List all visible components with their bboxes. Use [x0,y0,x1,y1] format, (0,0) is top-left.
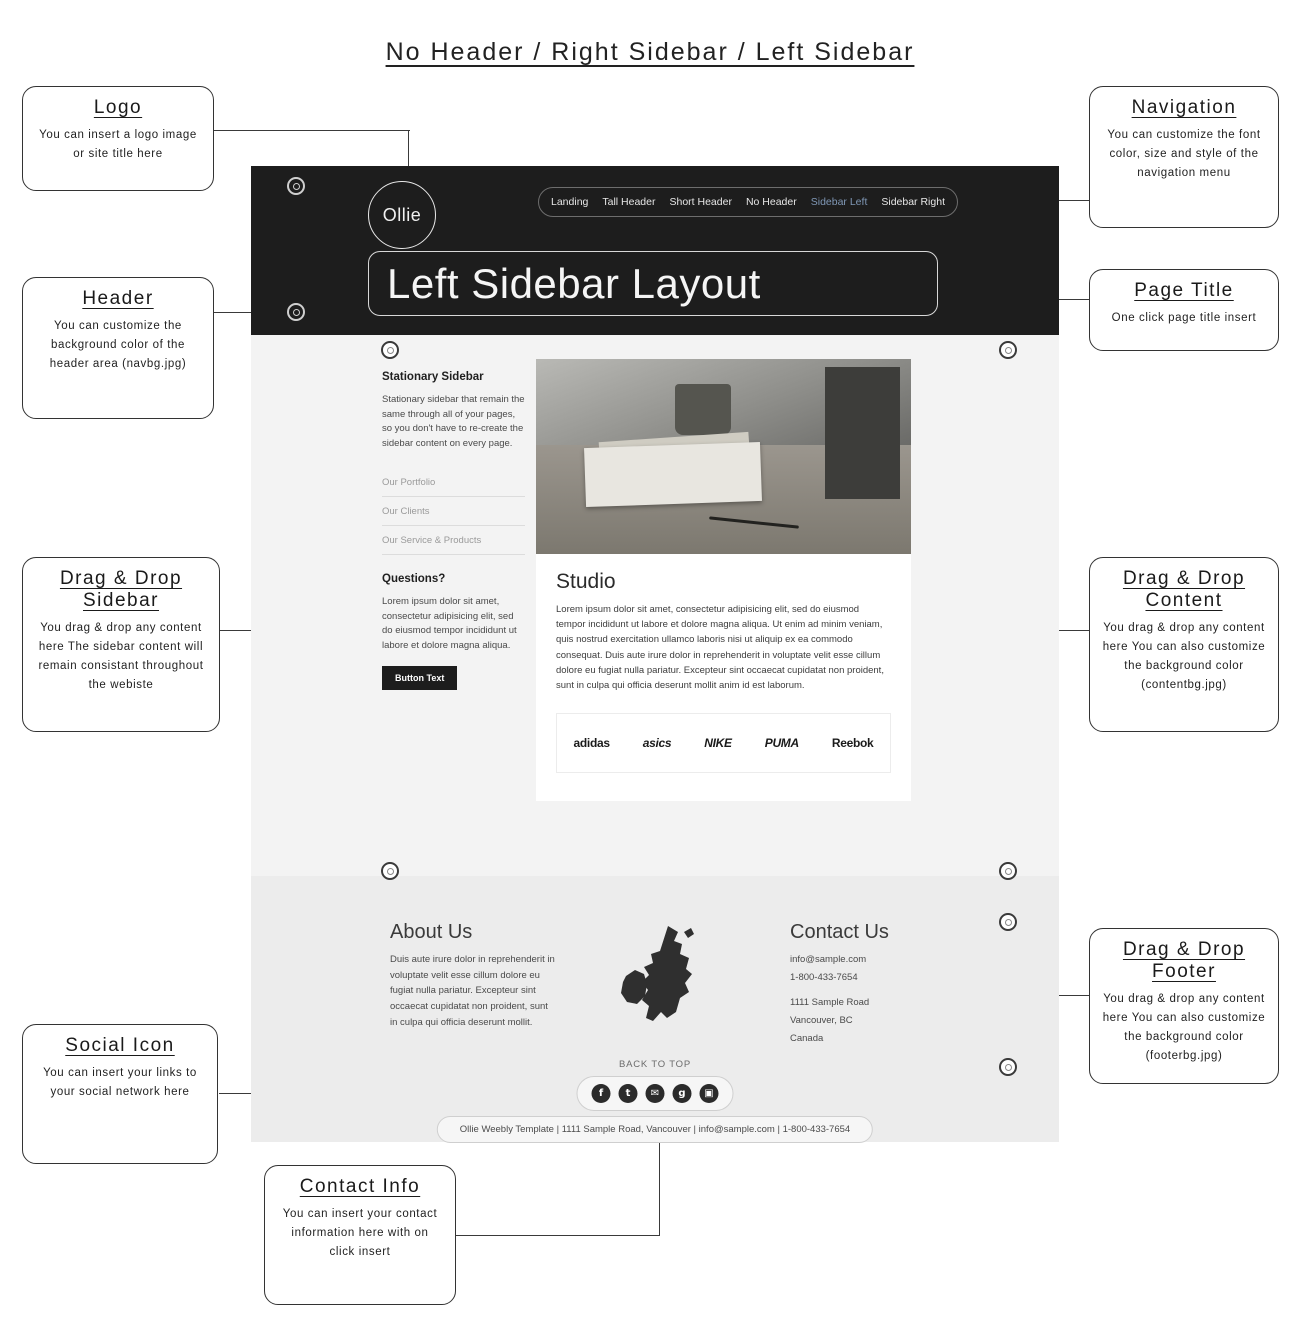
google-plus-icon[interactable]: g [673,1084,692,1103]
sidebar-button[interactable]: Button Text [382,666,457,690]
social-icons-bar [577,1076,734,1111]
brand-logo-puma: PUMA [764,736,799,751]
facebook-icon[interactable]: f [592,1084,611,1103]
grommet-header [287,303,305,321]
callout-footer-body: You drag & drop any content here You can also customize the background color (footerbg.jpg) [1102,993,1266,1062]
nav-item-short-header[interactable]: Short Header [669,196,732,208]
connector-contact-h [455,1235,660,1236]
sidebar-link-services[interactable]: Our Service & Products [382,526,525,555]
email-icon[interactable]: ✉ [646,1084,665,1103]
brand-logo-nike: NIKE [704,736,732,751]
grommet-logo [287,177,305,195]
site-logo[interactable]: Ollie [368,181,436,249]
callout-page-title-title: Page Title [1134,280,1234,301]
callout-contact-info-title: Contact Info [299,1176,421,1197]
sidebar-link-portfolio[interactable]: Our Portfolio [382,468,525,497]
contact-address-line2: Vancouver, BC [790,1015,853,1027]
callout-social-body: You can insert your links to your social network here [43,1067,197,1098]
brand-logo-adidas: adidas [573,736,610,751]
callout-social-title: Social Icon [65,1035,175,1056]
callout-logo-body: You can insert a logo image or site title here [39,129,197,160]
callout-contact-info-body: You can insert your contact information here with on click insert [282,1208,438,1258]
footer-contact-strip: Ollie Weebly Template | 1111 Sample Road, Vancouver | info@sample.com | 1-800-433-7654 [437,1116,873,1143]
grommet-sidebar-bottom [381,862,399,880]
callout-page-title [1089,269,1279,351]
about-us-text: Duis aute irure dolor in reprehenderit in voluptate velit esse cillum dolore eu fugiat nulla pariatur. Excepteur sint occaecat cupidatat non proident, sunt in culpa qui officia deserunt mollit. [390,954,555,1028]
connector-logo-h [214,130,410,131]
contact-email[interactable]: info@sample.com [790,954,867,965]
callout-sidebar [22,557,220,732]
grommet-footer-bottom [999,1058,1017,1076]
nav-item-sidebar-left[interactable]: Sidebar Left [810,196,868,208]
grommet-content-top [999,341,1017,359]
instagram-icon[interactable]: ▣ [700,1084,719,1103]
main-navigation[interactable] [538,187,958,217]
brand-logo-reebok: Reebok [831,736,874,751]
sidebar-questions-text: Lorem ipsum dolor sit amet, consectetur adipisicing elit, sed do eiusmod tempor incididunt ut labore et dolore magna aliqua. [382,595,517,652]
callout-logo-title: Logo [93,97,143,118]
contact-us-heading: Contact Us [790,921,889,943]
sidebar-heading: Stationary Sidebar [382,371,484,383]
stationary-sidebar [382,371,525,690]
callout-navigation [1089,86,1279,228]
about-us-column [390,921,555,1030]
twitter-icon[interactable]: t [619,1084,638,1103]
back-to-top-link[interactable]: BACK TO TOP [619,1059,691,1070]
mock-website [251,166,1059,1142]
callout-content [1089,557,1279,732]
contact-phone: 1-800-433-7654 [790,971,858,983]
callout-sidebar-body: You drag & drop any content here The sidebar content will remain consistant throughout the webiste [38,622,204,691]
studio-heading: Studio [556,570,616,593]
grommet-content-bottom [999,862,1017,880]
studio-body: Lorem ipsum dolor sit amet, consectetur adipisicing elit, sed do eiusmod tempor incididunt ut labore et dolore magna aliqua. Ut enim ad minim veniam, quis nostrud exercitation ullamco laboris nisi ut aliquip ex ea commodo consequat. Duis aute irure dolor in reprehenderit in voluptate velit esse cillum dolore eu fugiat nulla pariatur. Excepteur sint occaecat cupidatat non proident, sunt in culpa qui officia deserunt mollit anim id est laborum. [556,604,884,691]
content-area [251,335,1059,876]
callout-page-title-body: One click page title insert [1111,312,1257,324]
nav-item-landing[interactable]: Landing [551,196,589,208]
callout-header-title: Header [82,288,154,309]
contact-us-column [790,921,970,1046]
sidebar-text: Stationary sidebar that remain the same through all of your pages, so you don't have to re-create the sidebar content on every page. [382,394,525,450]
grommet-footer-top [999,913,1017,931]
diagram-title: No Header / Right Sidebar / Left Sidebar [385,38,915,66]
content-card [536,359,911,801]
nav-item-sidebar-right[interactable]: Sidebar Right [881,196,945,208]
sidebar-questions-heading: Questions? [382,572,446,585]
callout-social [22,1024,218,1164]
contact-address-line1: 1111 Sample Road [790,997,870,1009]
uk-map-icon [606,924,726,1034]
callout-sidebar-title: Drag & Drop Sidebar [59,568,183,611]
callout-footer-title: Drag & Drop Footer [1122,939,1246,982]
callout-content-body: You drag & drop any content here You can also customize the background color (contentbg.jpg) [1102,622,1266,691]
page-title-box [368,251,938,316]
callout-navigation-body: You can customize the font color, size and style of the navigation menu [1107,129,1261,179]
connector-contact-v [659,1143,660,1235]
site-footer [251,876,1059,1142]
nav-item-no-header[interactable]: No Header [745,196,797,208]
nav-item-tall-header[interactable]: Tall Header [602,196,656,208]
sidebar-link-clients[interactable]: Our Clients [382,497,525,526]
callout-footer [1089,928,1279,1084]
grommet-sidebar-top [381,341,399,359]
callout-header [22,277,214,419]
brand-logo-strip [556,713,891,773]
callout-navigation-title: Navigation [1131,97,1237,118]
callout-header-body: You can customize the background color of the header area (navbg.jpg) [49,320,187,370]
callout-contact-info [264,1165,456,1305]
site-header [251,166,1059,335]
desk-photo-image [536,359,911,554]
contact-address-line3: Canada [790,1032,824,1044]
page-title: Left Sidebar Layout [387,259,761,307]
about-us-heading: About Us [390,921,473,943]
callout-logo [22,86,214,191]
brand-logo-asics: asics [642,736,672,751]
callout-content-title: Drag & Drop Content [1122,568,1246,611]
